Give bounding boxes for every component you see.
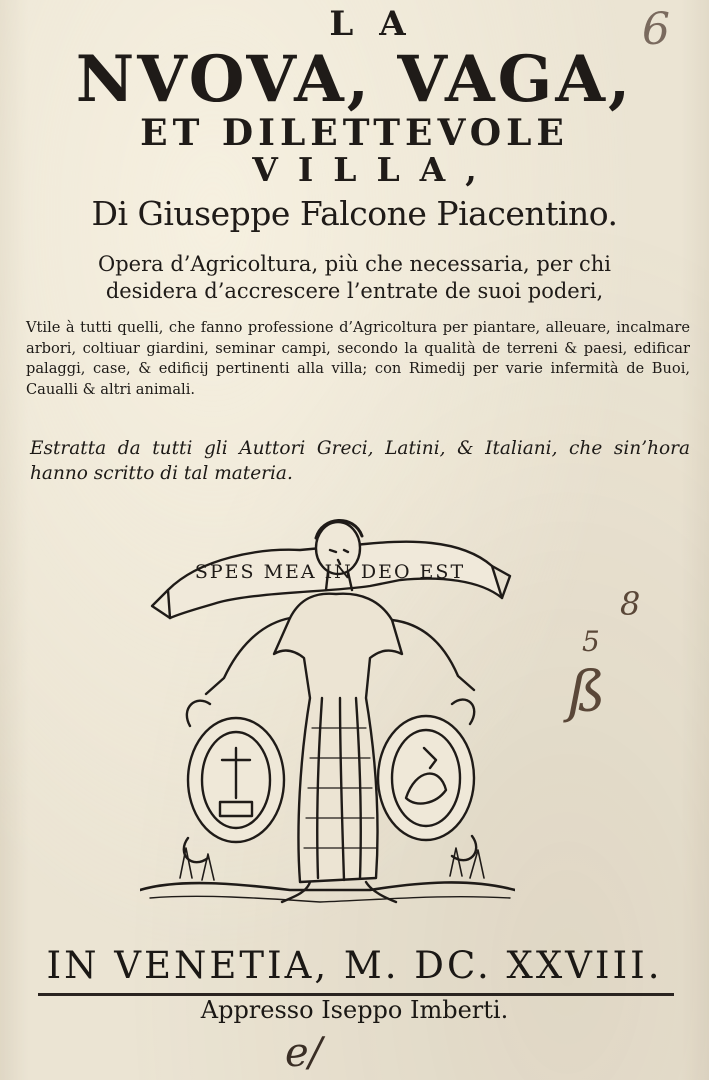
imprint-place-date: IN VENETIA, M. DC. XXVIII. (46, 944, 663, 987)
manuscript-note-top-right: 6 (642, 4, 670, 55)
opera-line-1: Opera d’Agricoltura, più che necessaria, per chi (98, 252, 611, 276)
printers-device-woodcut (140, 498, 515, 926)
manuscript-note-margin-2: 5 (582, 625, 600, 658)
manuscript-note-margin-1: 8 (620, 585, 641, 623)
banner-motto: SPES MEA IN DEO EST (194, 561, 466, 583)
title-villa: VILLA, (252, 150, 497, 189)
title-nuova-vaga: NVOVA, VAGA, (75, 42, 634, 117)
title-et-dilettevole: ET DILETTEVOLE (140, 112, 569, 154)
manuscript-note-bottom: e/ (285, 1030, 323, 1076)
author-line: Di Giuseppe Falcone Piacentino. (91, 194, 618, 233)
title-la: LA (329, 4, 432, 44)
imprint-printer: Appresso Iseppo Imberti. (200, 996, 509, 1024)
opera-line-2: desidera d’accrescere l’entrate de suoi poderi, (105, 279, 604, 303)
extract-paragraph: Estratta da tutti gli Auttori Greci, Latini, & Italiani, che sin’hora hanno scritto di tal materia. (30, 438, 690, 484)
manuscript-note-margin-3: ß (568, 660, 606, 725)
description-paragraph: Vtile à tutti quelli, che fanno professione d’Agricoltura per piantare, alleuare, incalmare arbori, coltiuar giardini, seminar campi, secondo la qualità de terreni & paesi, edificar palaggi, case, & edificij pertinenti alla villa; con Rimedij per varie infermità de Buoi, Caualli & altri animali. (26, 319, 690, 398)
